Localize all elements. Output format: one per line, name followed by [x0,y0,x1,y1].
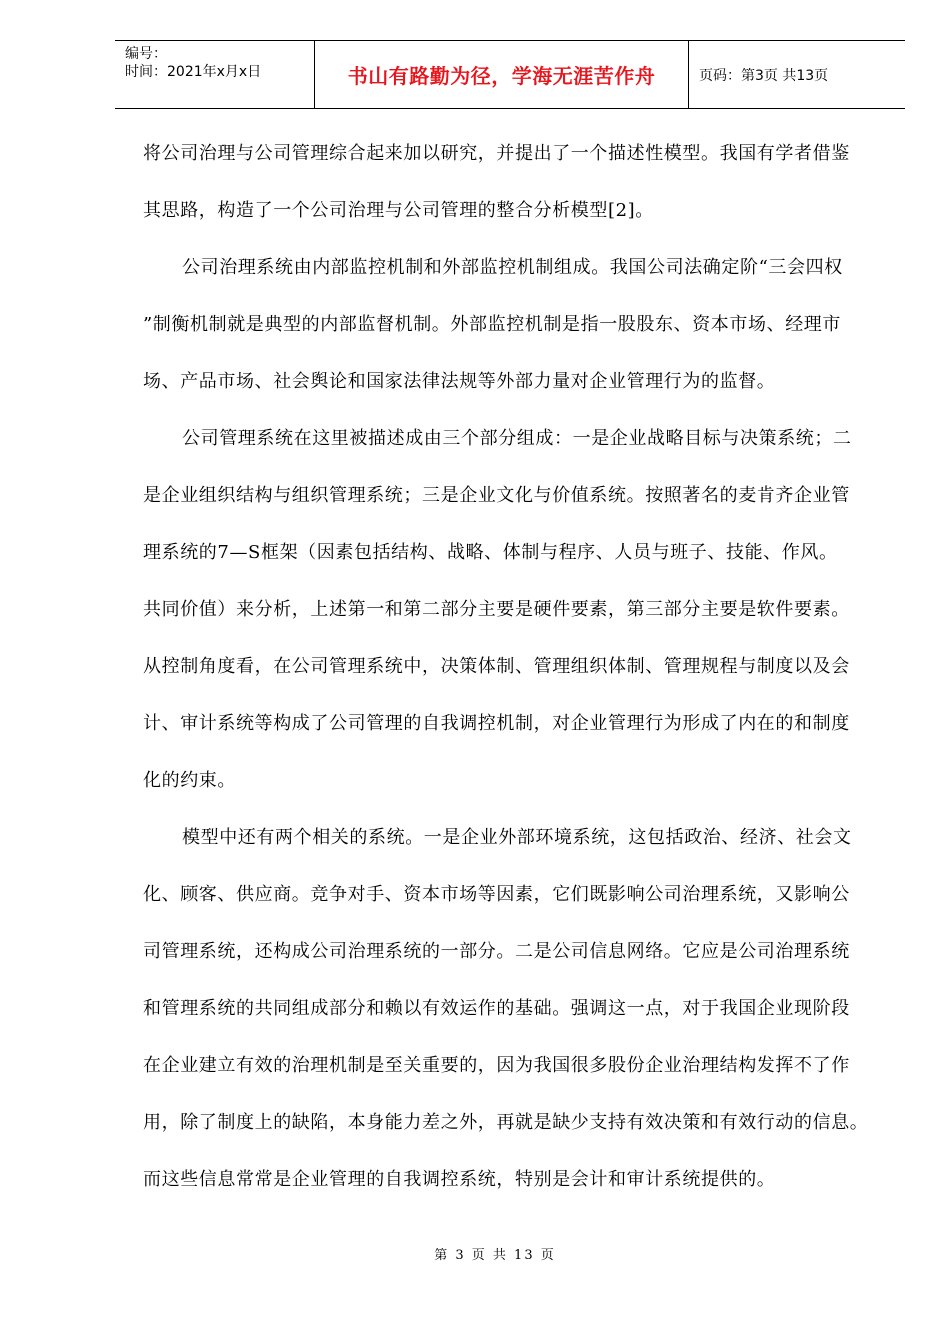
document-time-label: 时间：2021年x月x日 [125,64,262,80]
body-line: 场、产品市场、社会舆论和国家法律法规等外部力量对企业管理行为的监督。 [143,371,776,392]
body-line: 公司治理系统由内部监控机制和外部监控机制组成。我国公司法确定阶“三会四权 [182,257,843,278]
body-line: 其思路，构造了一个公司治理与公司管理的整合分析模型[2]。 [143,200,654,221]
document-body [143,125,883,1208]
body-line: 从控制角度看，在公司管理系统中，决策体制、管理组织体制、管理规程与制度以及会 [143,656,850,677]
body-line: 模型中还有两个相关的系统。一是企业外部环境系统，这包括政治、经济、社会文 [182,827,852,848]
body-line: 公司管理系统在这里被描述成由三个部分组成：一是企业战略目标与决策系统；二 [182,428,852,449]
body-line: 用，除了制度上的缺陷，本身能力差之外，再就是缺少支持有效决策和有效行动的信息。 [143,1112,869,1133]
body-line: 在企业建立有效的治理机制是至关重要的，因为我国很多股份企业治理结构发挥不了作 [143,1055,850,1076]
body-line: ”制衡机制就是典型的内部监督机制。外部监控机制是指一股股东、资本市场、经理市 [143,314,841,335]
body-line: 是企业组织结构与组织管理系统；三是企业文化与价值系统。按照著名的麦肯齐企业管 [143,485,850,506]
body-line: 和管理系统的共同组成部分和赖以有效运作的基础。强调这一点，对于我国企业现阶段 [143,998,850,1019]
header-meta [115,41,315,108]
body-line: 化、顾客、供应商。竞争对手、资本市场等因素，它们既影响公司治理系统，又影响公 [143,884,850,905]
body-line: 司管理系统，还构成公司治理系统的一部分。二是公司信息网络。它应是公司治理系统 [143,941,850,962]
header-page-info: 页码：第3页 共13页 [699,67,829,84]
body-line: 理系统的7—S框架（因素包括结构、战略、体制与程序、人员与班子、技能、作风。 [143,542,838,563]
page-footer: 第 3 页 共 13 页 [434,1248,556,1263]
document-number-label: 编号： [125,46,167,62]
page-header [115,40,905,109]
body-line: 计、审计系统等构成了公司管理的自我调控机制，对企业管理行为形成了内在的和制度 [143,713,850,734]
header-motto: 书山有路勤为径，学海无涯苦作舟 [315,41,689,108]
body-line: 共同价值）来分析，上述第一和第二部分主要是硬件要素，第三部分主要是软件要素。 [143,599,850,620]
body-line: 而这些信息常常是企业管理的自我调控系统，特别是会计和审计系统提供的。 [143,1169,776,1190]
body-line: 将公司治理与公司管理综合起来加以研究，并提出了一个描述性模型。我国有学者借鉴 [143,143,850,164]
body-line: 化的约束。 [143,770,236,791]
